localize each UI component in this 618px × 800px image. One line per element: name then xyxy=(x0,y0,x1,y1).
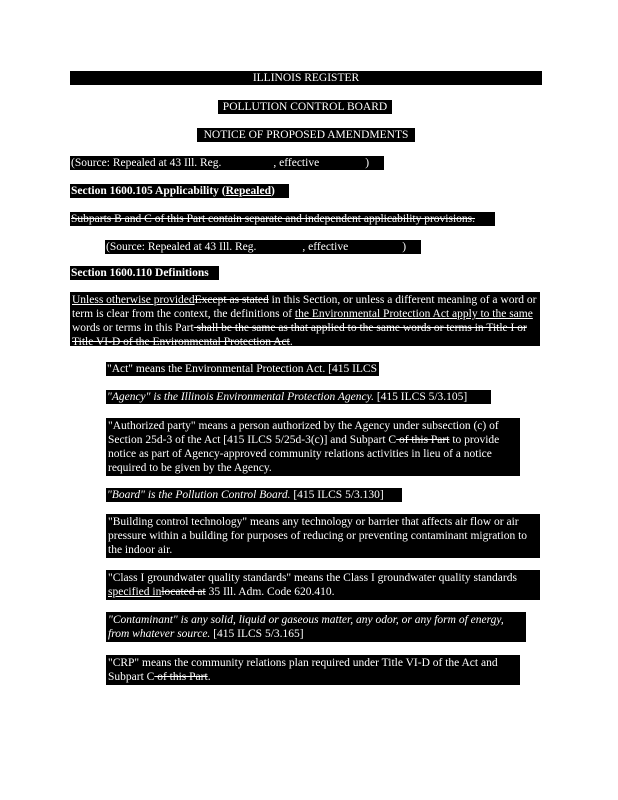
source-note-2-close: ) xyxy=(402,241,407,253)
def-agency-text: "Agency" is the Illinois Environmental Protection Agency. xyxy=(107,391,374,403)
def-contaminant xyxy=(106,612,526,642)
def-crp-text-1: "CRP" means the community relations plan required under Title VI-D of the Act and Subpart C xyxy=(108,657,498,683)
board-title-text: POLLUTION CONTROL BOARD xyxy=(222,101,388,113)
def-contaminant-cite: [415 ILCS 5/3.165] xyxy=(210,628,304,640)
intro-inserted-2: the Environmental Protection Act apply to the same xyxy=(294,308,533,320)
def-class1-inserted: specified in xyxy=(108,586,162,598)
def-contaminant-text: "Contaminant" is any solid, liquid or gaseous matter, any odor, or any form of energy, from whatever source. xyxy=(108,614,504,640)
def-authorized-party xyxy=(106,418,520,476)
def-class1-text-2: 35 Ill. Adm. Code 620.410. xyxy=(205,586,335,598)
section-105-heading-close: ) xyxy=(270,185,275,197)
notice-title xyxy=(197,128,415,142)
def-authorized-text-2: to provide notice as part of Agency-approved community relations activities in lieu of a notice required to be given by the Agency. xyxy=(108,434,500,474)
def-class1-text-1: "Class I groundwater quality standards" means the Class I groundwater quality standards xyxy=(108,572,517,584)
definitions-intro xyxy=(70,292,540,346)
notice-title-text: NOTICE OF PROPOSED AMENDMENTS xyxy=(203,129,409,141)
section-105-heading xyxy=(70,184,289,198)
section-105-struck-text-span: Subparts B and C of this Part contain separate and independent applicability provisions. xyxy=(71,213,476,225)
source-note-2 xyxy=(105,240,421,254)
intro-text-3: . xyxy=(289,336,293,348)
section-105-repealed: Repealed xyxy=(225,185,271,197)
def-crp xyxy=(106,655,520,685)
def-crp-text-2: . xyxy=(207,671,211,683)
source-note-2-effective: , effective xyxy=(302,241,349,253)
def-building-control xyxy=(106,514,540,558)
source-note-1-effective: , effective xyxy=(273,157,320,169)
def-board-cite: [415 ILCS 5/3.130] xyxy=(290,489,384,501)
def-act-text: "Act" means the Environmental Protection Act. [415 ILCS 5] xyxy=(107,363,390,375)
register-title-bar xyxy=(70,71,542,85)
def-board-text: "Board" is the Pollution Control Board. xyxy=(107,489,291,501)
def-class1-deleted: located at xyxy=(161,586,206,598)
section-110-heading xyxy=(70,266,219,280)
intro-deleted-2: shall be the same as that applied to the same words or terms in Title I or Title VI-D of the Environmental Protection Act xyxy=(72,322,527,348)
def-building-text: "Building control technology" means any technology or barrier that affects air flow or air pressure within a building for purposes of reducing or preventing contaminant migration to the indoor air. xyxy=(108,516,528,556)
def-act xyxy=(106,362,390,376)
def-board xyxy=(106,488,402,502)
intro-deleted-1: Except as stated xyxy=(194,294,269,306)
def-class-i-standards xyxy=(106,570,540,600)
source-note-1 xyxy=(70,156,384,170)
def-authorized-deleted: of this Part xyxy=(396,434,450,446)
def-authorized-text-1: "Authorized party" means a person authorized by the Agency under subsection (c) of Section 25d-3 of the Act [415 ILCS 5/25d-3(c)] and Subpart C xyxy=(108,420,499,446)
intro-text-1: in this Section, or unless a different meaning of a word or term is clear from the context, the definitions of xyxy=(72,294,537,320)
source-note-1-open: (Source: Repealed at 43 Ill. Reg. xyxy=(71,157,222,169)
board-title xyxy=(218,100,392,114)
section-105-heading-text: Section 1600.105 Applicability ( xyxy=(71,185,226,197)
intro-text-2: words or terms in this Part xyxy=(72,322,194,334)
section-110-heading-text: Section 1600.110 Definitions xyxy=(71,267,209,279)
def-crp-deleted: of this Part xyxy=(154,671,208,683)
def-agency-cite: [415 ILCS 5/3.105] xyxy=(373,391,468,403)
section-105-struck-text xyxy=(70,212,495,226)
def-agency xyxy=(106,390,491,404)
source-note-2-open: (Source: Repealed at 43 Ill. Reg. xyxy=(106,241,257,253)
intro-inserted-1: Unless otherwise provided xyxy=(72,294,195,306)
register-title: ILLINOIS REGISTER xyxy=(252,72,360,84)
source-note-1-close: ) xyxy=(365,157,370,169)
